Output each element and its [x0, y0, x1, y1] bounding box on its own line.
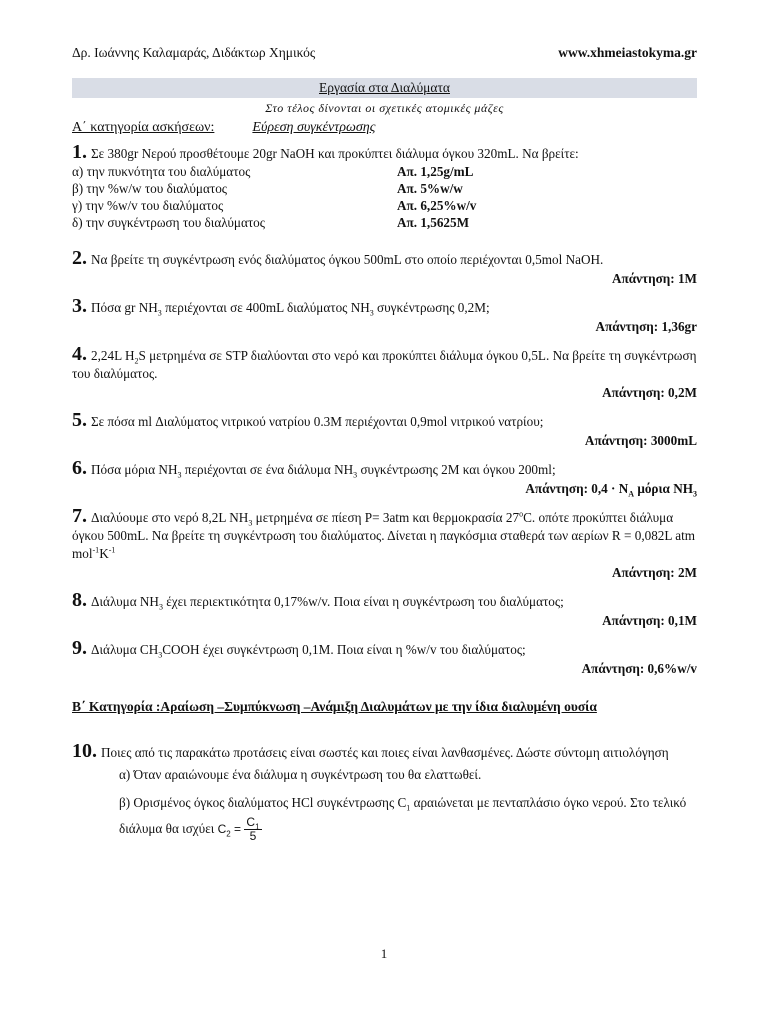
- subscript: 3: [157, 308, 162, 318]
- text-run: περιέχονται σε 400mL διαλύματος NH: [161, 300, 370, 315]
- question-text: Να βρείτε τη συγκέντρωση ενός διαλύματος όγκου 500mL στο οποίο περιέχονται 0,5mol NaOH.: [91, 252, 604, 267]
- category-a-topic: Εύρεση συγκέντρωσης: [252, 120, 376, 135]
- page-content: [72, 40, 697, 843]
- text-run: COOH έχει συγκέντρωση 0,1M. Ποια είναι η %w/v του διαλύματος;: [162, 642, 526, 657]
- text-run: αραιώνεται με πενταπλάσιο όγκο νερού. Στο τελικό διάλυμα θα ισχύει: [119, 795, 687, 836]
- page-header: [72, 40, 697, 66]
- eq-sign: =: [230, 822, 245, 836]
- question-5: [72, 411, 697, 431]
- fraction-numerator: [244, 816, 261, 830]
- text-run: συγκέντρωσης 0,2M;: [373, 300, 490, 315]
- page-number: 1: [380, 946, 388, 961]
- text-run: έχει περιεκτικότητα 0,17%w/v. Ποια είναι η συγκέντρωση του διαλύματος;: [162, 594, 564, 609]
- question-7: [72, 507, 697, 563]
- text-run: Απάντηση: 0,4 · N: [525, 481, 629, 496]
- text-run: S μετρημένα σε STP διαλύονται στο νερό και προκύπτει διάλυμα όγκου 0,5L. Να βρείτε τη συγκέντρωση του διαλύματος.: [72, 348, 697, 381]
- text-run: Διάλυμα CH: [91, 642, 159, 657]
- subscript: 2: [134, 356, 139, 366]
- answer: Απάντηση: 1M: [612, 271, 697, 286]
- question-6: [72, 459, 697, 479]
- text-run: μόρια NH: [634, 481, 693, 496]
- equation: [217, 815, 262, 844]
- text-run: περιέχονται σε ένα διάλυμα NH: [181, 462, 354, 477]
- subscript: 1: [406, 803, 411, 813]
- subitem-answer: Απ. 5%w/w: [397, 181, 463, 196]
- subitem-answer: Απ. 6,25%w/v: [397, 198, 477, 213]
- subitem: [72, 163, 697, 180]
- question-number: 5.: [72, 409, 87, 431]
- superscript: -1: [92, 545, 100, 555]
- subitem-label: γ) την %w/v του διαλύματος: [72, 198, 224, 213]
- subscript: 3: [158, 602, 163, 612]
- eq-variable: C: [246, 815, 256, 830]
- text-run: Διάλυμα NH: [91, 594, 159, 609]
- question-number: 10.: [72, 740, 97, 762]
- subscript: 3: [248, 518, 253, 528]
- subitem-label: α) την πυκνότητα του διαλύματος: [72, 164, 251, 179]
- subitem-answer: Απ. 1,25g/mL: [397, 164, 474, 179]
- subscript: 1: [255, 822, 260, 832]
- answer: Απάντηση: 0,6%w/v: [581, 661, 697, 676]
- superscript: o: [519, 509, 524, 519]
- text-run: συγκέντρωσης 2M και όγκου 200ml;: [357, 462, 556, 477]
- statement-b: [72, 790, 697, 843]
- eq-variable: C: [217, 822, 227, 836]
- question-number: 9.: [72, 637, 87, 659]
- text-run: β) Ορισμένος όγκος διαλύματος HCl συγκέντρωσης C: [119, 795, 407, 810]
- question-number: 4.: [72, 343, 87, 365]
- subitem: [72, 214, 697, 231]
- subscript: 3: [369, 308, 374, 318]
- category-a-heading: [72, 117, 697, 139]
- subscript: 3: [353, 470, 358, 480]
- question-number: 3.: [72, 295, 87, 317]
- subscript: 3: [177, 470, 182, 480]
- subscript: A: [628, 489, 635, 499]
- subscript: 2: [226, 829, 231, 839]
- subitem-answer: Απ. 1,5625M: [397, 215, 470, 230]
- answer: Απάντηση: 3000mL: [584, 433, 697, 448]
- category-a-label: Α΄ κατηγορία ασκήσεων:: [72, 120, 215, 135]
- text-run: Πόσα gr NH: [91, 300, 158, 315]
- author-line: Δρ. Ιωάννης Καλαμαράς, Διδάκτωρ Χημικός: [72, 45, 316, 60]
- text-run: 2,24L H: [91, 348, 135, 363]
- question-number: 2.: [72, 247, 87, 269]
- text-run: C. οπότε προκύπτει διάλυμα όγκου 500mL. Να βρείτε τη συγκέντρωση του διαλύματος. Δίνεται η παγκόσμια σταθερά των αερίων R = 0,082L atm mol: [72, 510, 696, 561]
- document-title: Εργασία στα Διαλύματα: [72, 78, 697, 98]
- question-9: [72, 639, 697, 659]
- text-run: μετρημένα σε πίεση P= 3atm και θερμοκρασία 27: [252, 510, 520, 525]
- answer: Απάντηση: 1,36gr: [595, 319, 697, 334]
- subscript: 3: [158, 650, 163, 660]
- subitem-label: δ) την συγκέντρωση του διαλύματος: [72, 215, 266, 230]
- answer: Απάντηση: 2M: [612, 565, 697, 580]
- atomic-mass-note: Στο τέλος δίνονται οι σχετικές ατομικές μάζες: [265, 101, 504, 115]
- statement-a: α) Όταν αραιώνουμε ένα διάλυμα η συγκέντρωση του θα ελαττωθεί.: [119, 767, 482, 782]
- superscript: -1: [108, 545, 116, 555]
- subscript: 3: [693, 489, 697, 499]
- question-text: Σε 380gr Νερού προσθέτουμε 20gr NaOH και προκύπτει διάλυμα όγκου 320mL. Να βρείτε:: [91, 146, 579, 161]
- question-number: 8.: [72, 589, 87, 611]
- question-2: [72, 249, 697, 269]
- question-1: [72, 143, 697, 163]
- subitem: [72, 180, 697, 197]
- question-number: 6.: [72, 457, 87, 479]
- subitem: [72, 197, 697, 214]
- fraction-denominator: 5: [249, 829, 257, 844]
- question-3: [72, 297, 697, 317]
- fraction: [244, 816, 261, 843]
- text-run: Διαλύουμε στο νερό 8,2L NH: [91, 510, 249, 525]
- category-b-heading: Β΄ Κατηγορία :Αραίωση –Συμπύκνωση –Ανάμιξη Διαλυμάτων με την ίδια διαλυμένη ουσία: [72, 699, 597, 714]
- question-number: 1.: [72, 141, 87, 163]
- text-run: K: [99, 546, 109, 561]
- subitem-label: β) την %w/w του διαλύματος: [72, 181, 228, 196]
- question-4: [72, 345, 697, 383]
- question-text: Ποιες από τις παρακάτω προτάσεις είναι σωστές και ποιες είναι λανθασμένες. Δώστε σύντομη αιτιολόγηση: [101, 745, 669, 760]
- question-number: 7.: [72, 505, 87, 527]
- question-10: [72, 742, 697, 762]
- question-text: Σε πόσα ml Διαλύματος νιτρικού νατρίου 0.3M περιέχονται 0,9mol νιτρικού νατρίου;: [91, 414, 544, 429]
- question-8: [72, 591, 697, 611]
- answer: [72, 479, 697, 499]
- text-run: Πόσα μόρια NH: [91, 462, 178, 477]
- answer: Απάντηση: 0,2M: [602, 385, 697, 400]
- question-1-subitems: [72, 163, 697, 231]
- website-link[interactable]: www.xhmeiastokyma.gr: [558, 45, 697, 60]
- answer: Απάντηση: 0,1M: [602, 613, 697, 628]
